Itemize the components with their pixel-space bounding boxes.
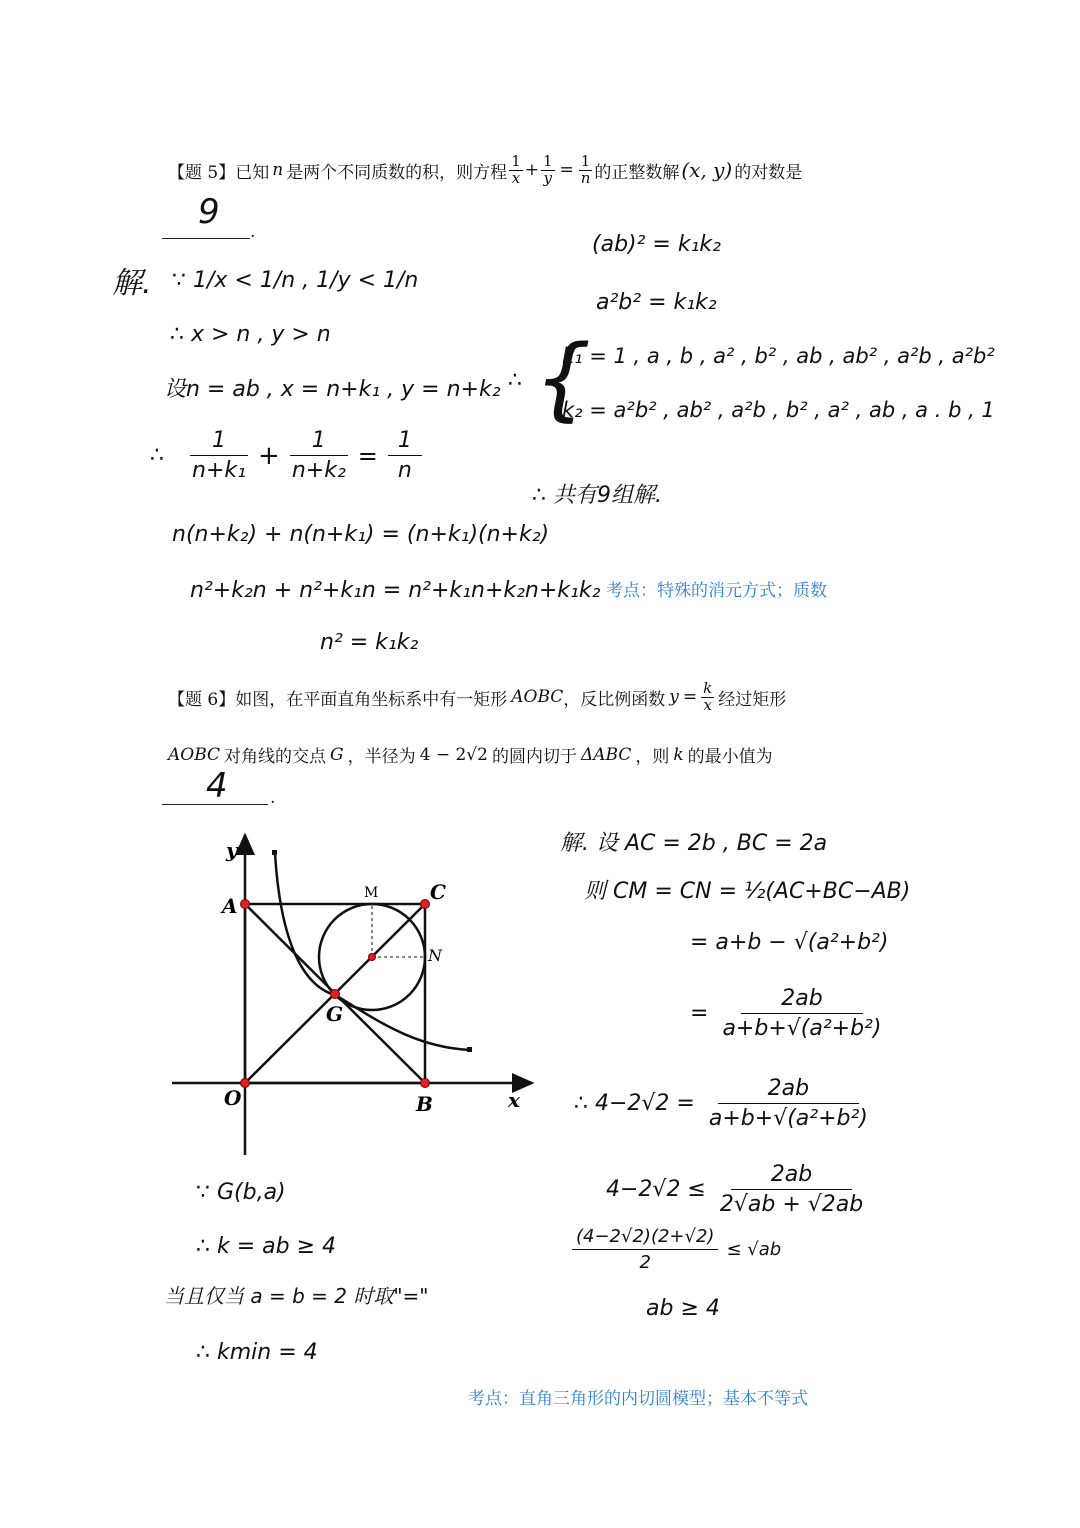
sol6-right-5: ∴ 4−2√2 = $\frac{2ab}{\text{a+b+√(a²+b²)}}$ [574, 1076, 868, 1131]
question-6-stem-line-2: AOBC 对角线的交点 G ，半径为 4 − 2√2 的圆内切于 ΔABC ，则 k 的最小值为 [168, 744, 773, 767]
point-b [421, 1079, 430, 1088]
sol5-frac-b: $\frac{1}{\text{n+k₂}}$ [290, 428, 348, 483]
geometry-figure [160, 825, 540, 1165]
q5-plus: + [524, 160, 539, 180]
sol6-right-4: = $\frac{2ab}{\text{a+b+√(a²+b²)}}$ [690, 986, 882, 1041]
sol5-line-5: n(n+k₂) + n(n+k₁) = (n+k₁)(n+k₂) [172, 522, 550, 547]
question-6-stem-line-1: 【题 6】如图，在平面直角坐标系中有一矩形 AOBC ，反比例函数 y = $\frac{k}{x}$ 经过矩形 [168, 678, 787, 714]
q5-answer: 9 [198, 192, 220, 232]
sol6-left-2: ∴ k = ab ≥ 4 [196, 1234, 337, 1259]
q5-label: 【题 5】已知 [168, 162, 270, 183]
q5-text1: 是两个不同质数的积，则方程 [286, 162, 508, 183]
sol5-brace: { [534, 326, 592, 431]
label-c: C [430, 880, 446, 904]
q5-equals: = [559, 160, 574, 180]
sol6-frac-4: $\frac{(4-2√2)(2+√2)}{2}$ [572, 1226, 718, 1273]
label-a: A [222, 894, 238, 918]
keypoint-5: 考点：特殊的消元方式；质数 [606, 581, 827, 601]
sol5-frac-a: 1 n+k₁ [190, 428, 248, 483]
sol5-line-7: n² = k₁k₂ [320, 630, 419, 655]
sol6-left-4: ∴ kmin = 4 [196, 1340, 318, 1365]
label-o: O [224, 1086, 242, 1110]
sol6-right-1: 解. 设 AC = 2b , BC = 2a [560, 831, 828, 856]
point-c [421, 900, 430, 909]
q5-pair: (x, y) [681, 158, 733, 182]
sol5-k2: k₂ = a²b² , ab² , a²b , b² , a² , ab , a . b , 1 [562, 398, 995, 422]
point-o [241, 1079, 250, 1088]
sol6-right-8: ab ≥ 4 [646, 1296, 720, 1321]
label-x: x [508, 1088, 520, 1112]
sol6-right-3: = a+b − √(a²+b²) [690, 930, 889, 955]
label-n: N [428, 946, 442, 965]
q5-period: . [250, 222, 256, 242]
sol6-left-1: ∵ G(b,a) [196, 1180, 286, 1205]
sol5-right-3: ∴ 共有9组解. [532, 483, 662, 508]
q5-text2: 的正整数解 [594, 162, 680, 183]
sol6-frac-2: $\frac{2ab}{\text{a+b+√(a²+b²)}}$ [708, 1076, 868, 1131]
q5-fraction-2: $\frac{1}{y}$ [542, 151, 553, 187]
sol5-frac-c: $\frac{1}{n}$ [388, 428, 422, 483]
label-g: G [326, 1002, 344, 1026]
q5-fraction-3: $\frac{1}{n}$ [580, 151, 591, 187]
sol5-right-2: a²b² = k₁k₂ [596, 290, 717, 315]
sol5-line-2: ∴ x > n , y > n [170, 322, 331, 347]
circle-center [369, 954, 376, 961]
label-m: M [364, 885, 379, 901]
q5-text3: 的对数是 [734, 162, 803, 183]
sol5-right-1: (ab)² = k₁k₂ [592, 232, 721, 257]
label-b: B [416, 1092, 433, 1116]
sol6-right-2: 则 CM = CN = ½(AC+BC−AB) [584, 879, 911, 904]
sol6-frac-1: $\frac{2ab}{\text{a+b+√(a²+b²)}}$ [722, 986, 882, 1041]
q6-period: . [270, 788, 276, 808]
sol6-right-7: $\frac{(4-2√2)(2+√2)}{2}$ ≤ √ab [572, 1226, 781, 1273]
sol5-line-3: 设n = ab , x = n+k₁ , y = n+k₂ [164, 377, 501, 402]
q6-answer: 4 [206, 766, 228, 806]
q6-fraction: $\frac{k}{x}$ [703, 678, 713, 714]
sol5-k1: k₁ = 1 , a , b , a² , b² , ab , ab² , a²b , a²b² [562, 344, 995, 368]
q5-n: n [272, 160, 284, 180]
point-g [331, 990, 340, 999]
sol6-right-6: 4−2√2 ≤ $\frac{2ab}{2√ab + √2ab}$ [606, 1162, 864, 1217]
q5-fraction-1: $\frac{1}{x}$ [511, 151, 521, 187]
question-5-stem [168, 148, 802, 192]
sol6-left-3: 当且仅当 a = b = 2 时取"=" [164, 1284, 429, 1308]
label-y: y [226, 838, 238, 862]
sol5-line-4: ∴ 1 n+k₁ + $\frac{1}{\text{n+k₂}}$ = $\frac{1}{n}$ [150, 428, 422, 483]
sol5-line-6: n²+k₂n + n²+k₁n = n²+k₁n+k₂n+k₁k₂ [190, 578, 601, 603]
sol5-jie: 解. [112, 266, 152, 301]
q5-answer-line [162, 238, 250, 239]
keypoint-6: 考点：直角三角形的内切圆模型；基本不等式 [468, 1389, 808, 1409]
sol5-line-1: ∵ 1/x < 1/n , 1/y < 1/n [172, 268, 419, 293]
point-a [241, 900, 250, 909]
sol6-frac-3: $\frac{2ab}{2√ab + √2ab}$ [719, 1162, 864, 1217]
sol5-right-therefore: ∴ [508, 368, 522, 393]
